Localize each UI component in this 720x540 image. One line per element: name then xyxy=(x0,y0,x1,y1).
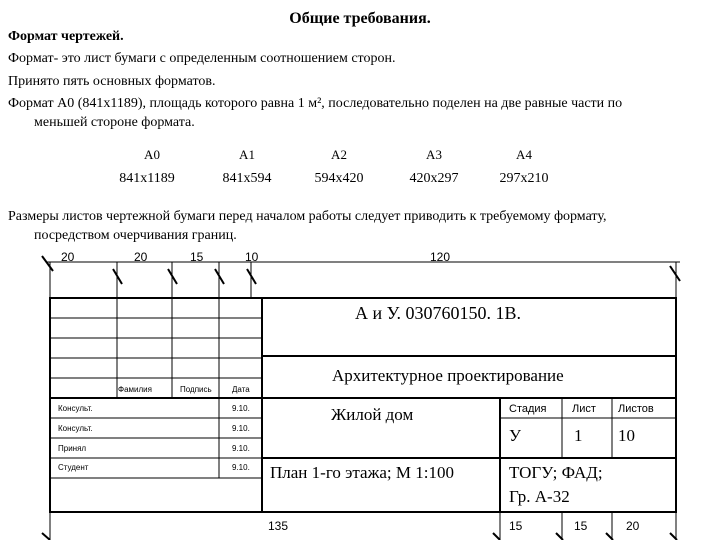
sheet-label: Лист xyxy=(572,403,596,415)
format-name-a3: А3 xyxy=(426,147,442,162)
role-2-date: 9.10. xyxy=(232,424,250,433)
stamp-code: А и У. 030760150. 1В. xyxy=(355,303,521,323)
stamp-object: Жилой дом xyxy=(331,405,414,424)
stage-value: У xyxy=(509,426,522,445)
col-header-signature: Подпись xyxy=(180,385,212,394)
dim-top-4: 10 xyxy=(245,250,259,264)
role-1: Консульт. xyxy=(58,404,93,413)
text-line-3: Формат А0 (841х1189), площадь которого равна 1 м², последовательно поделен на две равные части по xyxy=(8,96,623,111)
format-name-a2: А2 xyxy=(331,147,347,162)
dim-top-3: 15 xyxy=(190,250,204,264)
col-header-date: Дата xyxy=(232,385,250,394)
page-title: Общие требования. xyxy=(289,10,431,27)
dim-top-5: 120 xyxy=(430,250,451,264)
sheet-value: 1 xyxy=(574,426,583,445)
sizes-note-line-1: Размеры листов чертежной бумаги перед началом работы следует приводить к требуемому формату, xyxy=(8,209,607,224)
format-size-a2: 594х420 xyxy=(314,171,364,186)
role-4-date: 9.10. xyxy=(232,463,250,472)
sizes-note-line-2: посредством очерчивания границ. xyxy=(34,228,237,243)
stage-label: Стадия xyxy=(509,403,547,415)
format-size-a1: 841х594 xyxy=(222,171,272,186)
col-header-surname: Фамилия xyxy=(118,385,152,394)
dim-tick xyxy=(493,533,500,540)
dim-bottom-1: 135 xyxy=(268,519,289,533)
text-line-2: Принято пять основных форматов. xyxy=(8,74,216,89)
stamp-sheet-title: План 1-го этажа; М 1:100 xyxy=(270,463,454,482)
format-size-a3: 420х297 xyxy=(409,171,459,186)
text-line-4: меньшей стороне формата. xyxy=(34,115,195,130)
stamp-project: Архитектурное проектирование xyxy=(332,366,564,385)
format-name-a4: А4 xyxy=(516,147,532,162)
dim-tick xyxy=(42,256,53,271)
stamp-org-1: ТОГУ; ФАД; xyxy=(509,463,603,482)
stamp-org-2: Гр. А-32 xyxy=(509,487,570,506)
dim-bottom-3: 15 xyxy=(574,519,588,533)
sheets-label: Листов xyxy=(618,403,654,415)
sheets-value: 10 xyxy=(618,426,635,445)
section-heading: Формат чертежей. xyxy=(8,29,124,44)
role-2: Консульт. xyxy=(58,424,93,433)
role-3-date: 9.10. xyxy=(232,444,250,453)
dim-top-1: 20 xyxy=(61,250,75,264)
format-name-a0: А0 xyxy=(144,147,160,162)
dim-tick xyxy=(670,266,680,281)
role-4: Студент xyxy=(58,463,89,472)
role-3: Принял xyxy=(58,444,87,453)
dim-tick xyxy=(42,533,50,540)
format-size-a4: 297х210 xyxy=(499,171,549,186)
format-size-a0: 841х1189 xyxy=(119,171,175,186)
dim-bottom-2: 15 xyxy=(509,519,523,533)
dim-bottom-4: 20 xyxy=(626,519,640,533)
role-1-date: 9.10. xyxy=(232,404,250,413)
dim-top-2: 20 xyxy=(134,250,148,264)
text-line-1: Формат- это лист бумаги с определенным соотношением сторон. xyxy=(8,51,396,66)
format-name-a1: А1 xyxy=(239,147,255,162)
